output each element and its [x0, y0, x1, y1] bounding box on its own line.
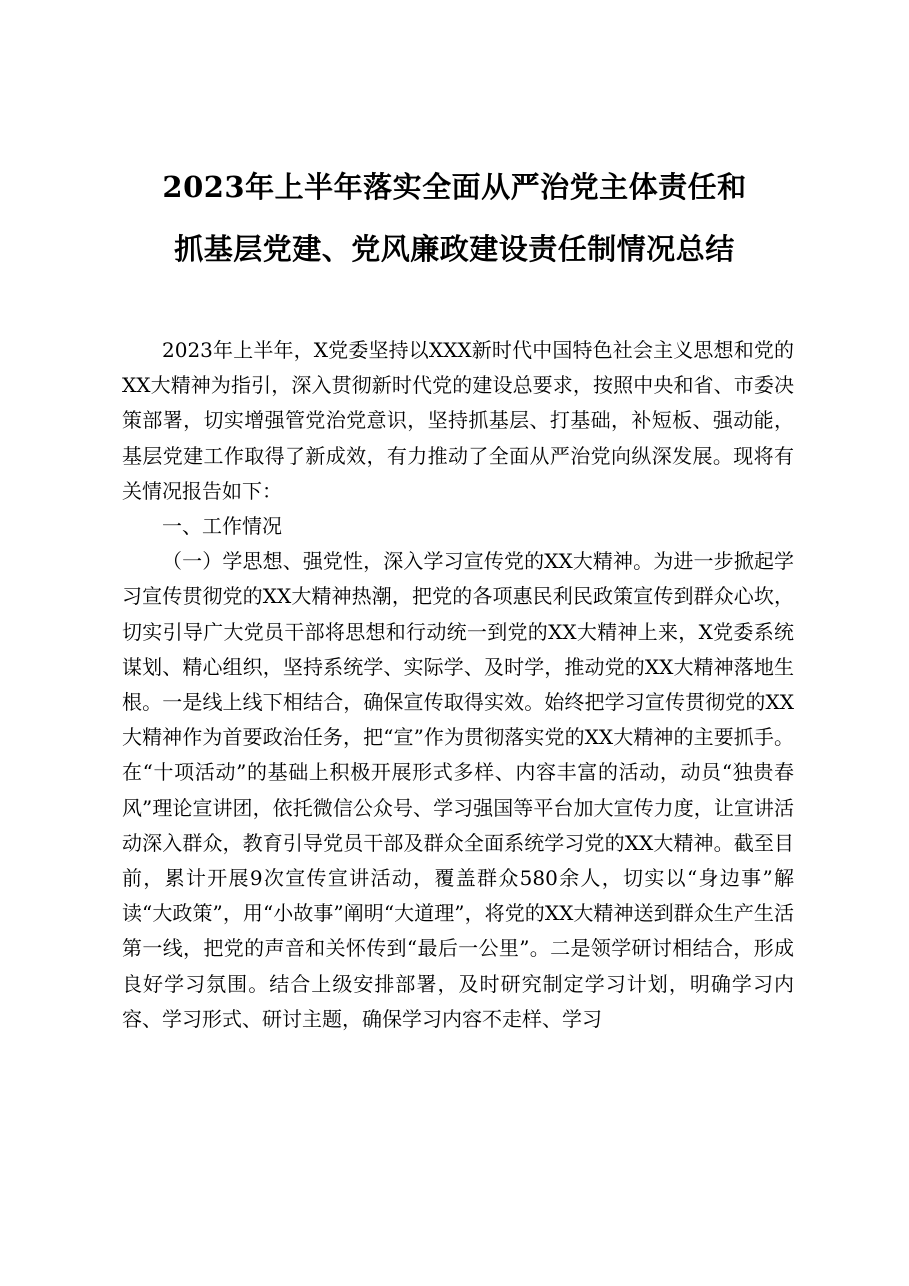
section-heading: 一、工作情况 — [162, 514, 282, 539]
document-title-line-2: 抓基层党建、党风廉政建设责任制情况总结 — [174, 232, 735, 266]
section-paragraph: （一）学思想、强党性，深入学习宣传党的XX大精神。为进一步掀起学习宣传贯彻党的XX大精神热潮，把党的各项惠民利民政策宣传到群众心坎，切实引导广大党员干部将思想和行动统一到党的XX大精神上来，X党委系统谋划、精心组织，坚持系统学、实际学、及时学，推动党的XX大精神落地生根。一是线上线下相结合，确保宣传取得实效。始终把学习宣传贯彻党的XX大精神作为首要政治任务，把“宣”作为贯彻落实党的XX大精神的主要抓手。在“十项活动”的基础上积极开展形式多样、内容丰富的活动，动员“独贵春风”理论宣讲团，依托微信公众号、学习强国等平台加大宣传力度，让宣讲活动深入群众，教育引导党员干部及群众全面系统学习党的XX大精神。截至目前，累计开展9次宣传宣讲活动，覆盖群众580余人，切实以“身边事”解读“大政策”，用“小故事”阐明“大道理”，将党的XX大精神送到群众生产生活第一线，把党的声音和关怀传到“最后一公里”。二是领学研讨相结合，形成良好学习氛围。结合上级安排部署，及时研究制定学习计划，明确学习内容、学习形式、研讨主题，确保学习内容不走样、学习 — [122, 549, 794, 1031]
intro-paragraph: 2023年上半年，X党委坚持以XXX新时代中国特色社会主义思想和党的XX大精神为指引，深入贯彻新时代党的建设总要求，按照中央和省、市委决策部署，切实增强管党治党意识，坚持抓基层、打基础，补短板、强动能，基层党建工作取得了新成效，有力推动了全面从严治党向纵深发展。现将有关情况报告如下： — [122, 338, 794, 503]
document-body — [122, 333, 794, 1037]
document-title-line-1: 2023年上半年落实全面从严治党主体责任和 — [162, 170, 747, 204]
